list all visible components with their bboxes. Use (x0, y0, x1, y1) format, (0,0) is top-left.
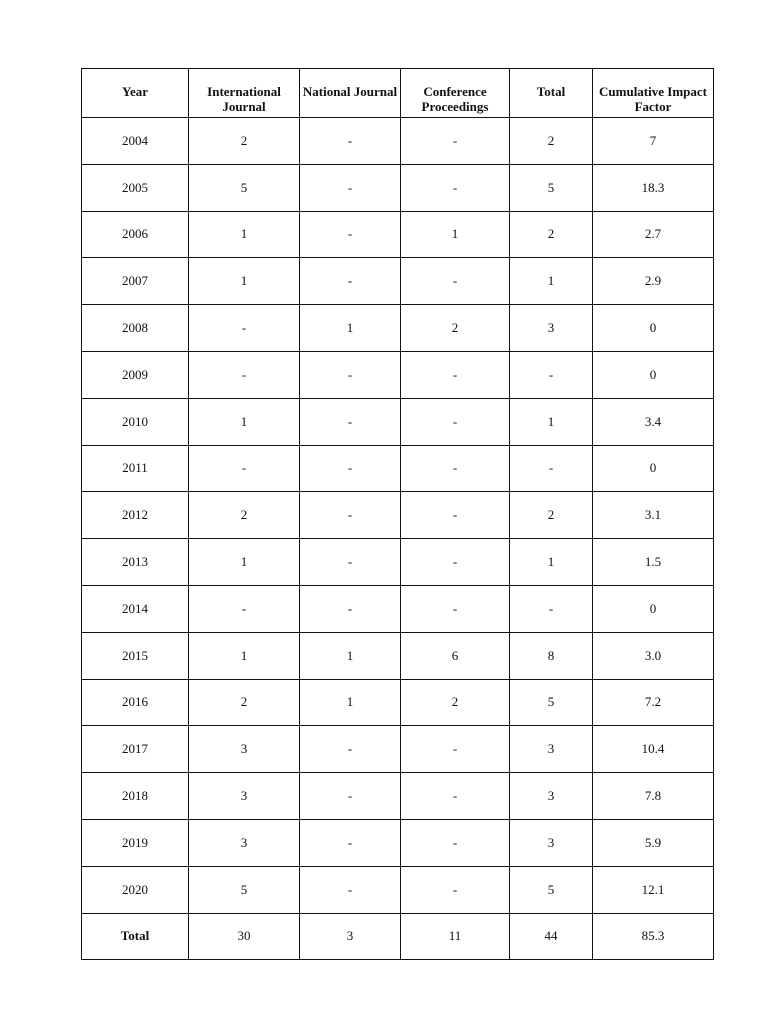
cumulative-impact-factor-cell: 3.4 (593, 398, 714, 445)
year-cell: 2013 (82, 539, 189, 586)
conference-proceedings-cell: - (401, 118, 510, 165)
international-journal-cell: - (189, 351, 300, 398)
conference-proceedings-cell: - (401, 773, 510, 820)
table-row (82, 445, 714, 492)
international-journal-cell: 2 (189, 679, 300, 726)
table-row (82, 539, 714, 586)
header-row (82, 69, 714, 118)
year-cell: 2019 (82, 819, 189, 866)
international-journal-cell: - (189, 305, 300, 352)
year-cell: 2008 (82, 305, 189, 352)
year-cell: 2012 (82, 492, 189, 539)
international-journal-cell: 2 (189, 492, 300, 539)
national-journal-cell: - (300, 398, 401, 445)
total-cell: 2 (510, 118, 593, 165)
conference-proceedings-cell: - (401, 351, 510, 398)
international-journal-cell: 5 (189, 164, 300, 211)
conference-proceedings-cell: - (401, 866, 510, 913)
total-national-journal-cell: 3 (300, 913, 401, 959)
national-journal-cell: - (300, 585, 401, 632)
international-journal-cell: 1 (189, 211, 300, 258)
total-cell: 3 (510, 773, 593, 820)
international-journal-cell: 1 (189, 539, 300, 586)
national-journal-cell: 1 (300, 305, 401, 352)
national-journal-cell: - (300, 773, 401, 820)
international-journal-cell: 3 (189, 819, 300, 866)
year-cell: 2018 (82, 773, 189, 820)
table-row (82, 632, 714, 679)
header-year: Year (82, 69, 189, 118)
cumulative-impact-factor-cell: 10.4 (593, 726, 714, 773)
total-cell: - (510, 585, 593, 632)
cumulative-impact-factor-cell: 0 (593, 305, 714, 352)
total-cell: 1 (510, 258, 593, 305)
table-row (82, 679, 714, 726)
conference-proceedings-cell: - (401, 726, 510, 773)
international-journal-cell: - (189, 585, 300, 632)
total-cumulative-impact-factor-cell: 85.3 (593, 913, 714, 959)
total-cell: 1 (510, 398, 593, 445)
year-cell: 2004 (82, 118, 189, 165)
national-journal-cell: - (300, 211, 401, 258)
table-row (82, 726, 714, 773)
year-cell: 2010 (82, 398, 189, 445)
national-journal-cell: - (300, 726, 401, 773)
year-cell: 2014 (82, 585, 189, 632)
total-conference-proceedings-cell: 11 (401, 913, 510, 959)
total-cell: 1 (510, 539, 593, 586)
table-row (82, 351, 714, 398)
year-cell: 2020 (82, 866, 189, 913)
table-row (82, 773, 714, 820)
national-journal-cell: - (300, 445, 401, 492)
total-cell: 2 (510, 211, 593, 258)
year-cell: 2006 (82, 211, 189, 258)
conference-proceedings-cell: - (401, 585, 510, 632)
table-row (82, 585, 714, 632)
table-row (82, 164, 714, 211)
cumulative-impact-factor-cell: 3.1 (593, 492, 714, 539)
conference-proceedings-cell: - (401, 445, 510, 492)
table-row (82, 258, 714, 305)
cumulative-impact-factor-cell: 7.8 (593, 773, 714, 820)
cumulative-impact-factor-cell: 0 (593, 445, 714, 492)
year-cell: 2009 (82, 351, 189, 398)
national-journal-cell: - (300, 164, 401, 211)
table-header (82, 69, 714, 118)
total-cell: 3 (510, 819, 593, 866)
national-journal-cell: 1 (300, 679, 401, 726)
year-cell: 2007 (82, 258, 189, 305)
total-cell: 8 (510, 632, 593, 679)
cumulative-impact-factor-cell: 0 (593, 585, 714, 632)
publications-table (81, 68, 714, 960)
table-row (82, 819, 714, 866)
header-international-journal: International Journal (189, 69, 300, 118)
table-body (82, 118, 714, 914)
header-total: Total (510, 69, 593, 118)
international-journal-cell: 3 (189, 773, 300, 820)
cumulative-impact-factor-cell: 12.1 (593, 866, 714, 913)
year-cell: 2016 (82, 679, 189, 726)
conference-proceedings-cell: 2 (401, 679, 510, 726)
header-national-journal: National Journal (300, 69, 401, 118)
cumulative-impact-factor-cell: 7 (593, 118, 714, 165)
table-row (82, 866, 714, 913)
conference-proceedings-cell: - (401, 539, 510, 586)
cumulative-impact-factor-cell: 7.2 (593, 679, 714, 726)
total-cell: 5 (510, 866, 593, 913)
cumulative-impact-factor-cell: 2.9 (593, 258, 714, 305)
national-journal-cell: - (300, 492, 401, 539)
total-cell: 3 (510, 305, 593, 352)
table-row (82, 211, 714, 258)
cumulative-impact-factor-cell: 2.7 (593, 211, 714, 258)
national-journal-cell: - (300, 118, 401, 165)
total-cell: 3 (510, 726, 593, 773)
conference-proceedings-cell: - (401, 398, 510, 445)
international-journal-cell: 1 (189, 398, 300, 445)
international-journal-cell: 1 (189, 632, 300, 679)
national-journal-cell: 1 (300, 632, 401, 679)
total-cell: 5 (510, 679, 593, 726)
international-journal-cell: 3 (189, 726, 300, 773)
table-row (82, 492, 714, 539)
national-journal-cell: - (300, 866, 401, 913)
cumulative-impact-factor-cell: 5.9 (593, 819, 714, 866)
cumulative-impact-factor-cell: 3.0 (593, 632, 714, 679)
conference-proceedings-cell: - (401, 819, 510, 866)
total-label-cell: Total (82, 913, 189, 959)
conference-proceedings-cell: 1 (401, 211, 510, 258)
year-cell: 2011 (82, 445, 189, 492)
conference-proceedings-cell: - (401, 164, 510, 211)
total-cell: 2 (510, 492, 593, 539)
year-cell: 2015 (82, 632, 189, 679)
conference-proceedings-cell: - (401, 492, 510, 539)
year-cell: 2005 (82, 164, 189, 211)
total-cell: 5 (510, 164, 593, 211)
total-cell: - (510, 445, 593, 492)
table-row (82, 398, 714, 445)
table-row (82, 305, 714, 352)
national-journal-cell: - (300, 539, 401, 586)
total-cell: - (510, 351, 593, 398)
table-row (82, 118, 714, 165)
cumulative-impact-factor-cell: 18.3 (593, 164, 714, 211)
header-cumulative-impact-factor: Cumulative Impact Factor (593, 69, 714, 118)
conference-proceedings-cell: 2 (401, 305, 510, 352)
international-journal-cell: 5 (189, 866, 300, 913)
conference-proceedings-cell: - (401, 258, 510, 305)
total-total-cell: 44 (510, 913, 593, 959)
international-journal-cell: 1 (189, 258, 300, 305)
table-footer (82, 913, 714, 959)
total-international-journal-cell: 30 (189, 913, 300, 959)
total-row (82, 913, 714, 959)
header-conference-proceedings: Conference Proceedings (401, 69, 510, 118)
conference-proceedings-cell: 6 (401, 632, 510, 679)
international-journal-cell: - (189, 445, 300, 492)
national-journal-cell: - (300, 258, 401, 305)
cumulative-impact-factor-cell: 1.5 (593, 539, 714, 586)
cumulative-impact-factor-cell: 0 (593, 351, 714, 398)
international-journal-cell: 2 (189, 118, 300, 165)
national-journal-cell: - (300, 819, 401, 866)
national-journal-cell: - (300, 351, 401, 398)
year-cell: 2017 (82, 726, 189, 773)
